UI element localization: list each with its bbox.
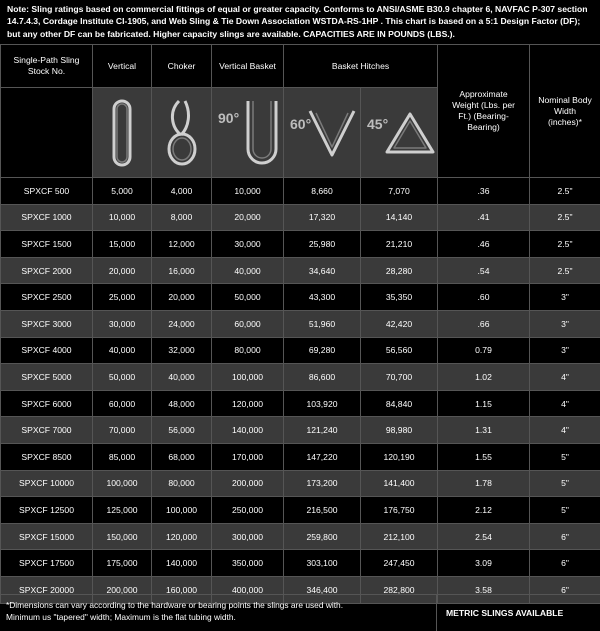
stock-no-cell: SPXCF 8500	[1, 443, 93, 470]
basket-45-cell: 21,210	[361, 231, 438, 258]
triangle-basket-45-icon	[383, 108, 437, 158]
body-width-cell: 3"	[530, 310, 600, 337]
footnote-line-1: *Dimensions can vary according to the hardware or bearing points the slings are used with.	[6, 599, 430, 611]
table-row	[1, 390, 600, 417]
vertical-loop-icon	[102, 97, 142, 169]
choker-hitch-icon	[159, 97, 205, 169]
table-footer	[0, 594, 600, 630]
table-row	[1, 178, 600, 205]
basket-60-cell: 346,400	[284, 576, 361, 603]
basket-60-cell: 25,980	[284, 231, 361, 258]
vertical-basket-cell: 100,000	[212, 364, 284, 391]
basket-60-image-cell	[284, 88, 361, 178]
vertical-cell: 5,000	[93, 178, 152, 205]
vertical-cell: 25,000	[93, 284, 152, 311]
choker-cell: 16,000	[152, 257, 212, 284]
basket-45-cell: 56,560	[361, 337, 438, 364]
stock-no-cell: SPXCF 1000	[1, 204, 93, 231]
basket-45-cell: 7,070	[361, 178, 438, 205]
choker-cell: 40,000	[152, 364, 212, 391]
table-row	[1, 443, 600, 470]
stock-no-cell: SPXCF 5000	[1, 364, 93, 391]
body-width-cell: 6"	[530, 576, 600, 603]
vertical-basket-cell: 60,000	[212, 310, 284, 337]
stock-no-cell: SPXCF 7000	[1, 417, 93, 444]
weight-cell: 1.31	[438, 417, 530, 444]
basket-45-cell: 212,100	[361, 523, 438, 550]
weight-cell: .66	[438, 310, 530, 337]
basket-60-cell: 69,280	[284, 337, 361, 364]
stock-no-cell: SPXCF 3000	[1, 310, 93, 337]
weight-cell: 1.55	[438, 443, 530, 470]
weight-cell: 1.15	[438, 390, 530, 417]
choker-image-cell	[152, 88, 212, 178]
basket-45-image-cell	[361, 88, 438, 178]
basket-45-cell: 84,840	[361, 390, 438, 417]
vertical-basket-cell: 400,000	[212, 576, 284, 603]
vertical-basket-cell: 50,000	[212, 284, 284, 311]
vertical-basket-cell: 30,000	[212, 231, 284, 258]
basket-60-cell: 51,960	[284, 310, 361, 337]
vertical-cell: 125,000	[93, 497, 152, 524]
stock-no-cell: SPXCF 1500	[1, 231, 93, 258]
triangle-basket-60-icon	[306, 103, 358, 163]
basket-45-cell: 28,280	[361, 257, 438, 284]
vertical-cell: 60,000	[93, 390, 152, 417]
vertical-cell: 10,000	[93, 204, 152, 231]
vertical-cell: 200,000	[93, 576, 152, 603]
vertical-image-cell	[93, 88, 152, 178]
table-row	[1, 337, 600, 364]
angle-label-90: 90°	[218, 110, 239, 126]
vertical-cell: 15,000	[93, 231, 152, 258]
table-row	[1, 310, 600, 337]
vertical-cell: 100,000	[93, 470, 152, 497]
u-basket-icon	[242, 97, 282, 169]
stock-no-cell: SPXCF 4000	[1, 337, 93, 364]
vertical-basket-cell: 300,000	[212, 523, 284, 550]
weight-cell: 3.58	[438, 576, 530, 603]
capacity-rows	[1, 178, 600, 604]
vertical-basket-image-cell	[212, 88, 284, 178]
vertical-cell: 50,000	[93, 364, 152, 391]
vertical-basket-cell: 20,000	[212, 204, 284, 231]
vertical-cell: 85,000	[93, 443, 152, 470]
choker-cell: 20,000	[152, 284, 212, 311]
stock-no-cell: SPXCF 15000	[1, 523, 93, 550]
vertical-cell: 150,000	[93, 523, 152, 550]
basket-45-cell: 247,450	[361, 550, 438, 577]
vertical-cell: 30,000	[93, 310, 152, 337]
choker-cell: 4,000	[152, 178, 212, 205]
body-width-cell: 2.5"	[530, 257, 600, 284]
body-width-cell: 4"	[530, 364, 600, 391]
vertical-basket-cell: 200,000	[212, 470, 284, 497]
body-width-cell: 6"	[530, 550, 600, 577]
weight-cell: .46	[438, 231, 530, 258]
basket-45-cell: 70,700	[361, 364, 438, 391]
choker-cell: 120,000	[152, 523, 212, 550]
choker-cell: 32,000	[152, 337, 212, 364]
table-row	[1, 550, 600, 577]
vertical-basket-cell: 140,000	[212, 417, 284, 444]
header-body-width: Nominal Body Width (inches)*	[530, 45, 600, 178]
weight-cell: .54	[438, 257, 530, 284]
weight-cell: 3.09	[438, 550, 530, 577]
table-row	[1, 523, 600, 550]
basket-45-cell: 35,350	[361, 284, 438, 311]
body-width-cell: 2.5"	[530, 204, 600, 231]
choker-cell: 140,000	[152, 550, 212, 577]
body-width-cell: 5"	[530, 443, 600, 470]
table-row	[1, 497, 600, 524]
metric-slings-note: METRIC SLINGS AVAILABLE	[437, 595, 600, 631]
table-row	[1, 204, 600, 231]
basket-60-cell: 43,300	[284, 284, 361, 311]
capacity-note: Note: Sling ratings based on commercial fittings of equal or greater capacity. Conforms to ANSI/ASME B30.9 chapter 6, NAVFAC P-307 section 14.7.4.3, Cordage Institute CI-1905, and Web Sling & Tie Down Association WSTDA-RS-1HP . This chart is based on a 5:1 Design Factor (DF); but any other DF can be fabricated. Higher capacity slings are available. CAPACITIES ARE IN POUNDS (LBS.).	[0, 0, 600, 44]
angle-label-45: 45°	[367, 116, 388, 132]
stock-no-cell: SPXCF 12500	[1, 497, 93, 524]
table-row	[1, 257, 600, 284]
body-width-cell: 6"	[530, 523, 600, 550]
basket-60-cell: 17,320	[284, 204, 361, 231]
body-width-cell: 2.5"	[530, 178, 600, 205]
basket-60-cell: 121,240	[284, 417, 361, 444]
basket-60-cell: 259,800	[284, 523, 361, 550]
basket-45-cell: 282,800	[361, 576, 438, 603]
table-row	[1, 364, 600, 391]
vertical-cell: 70,000	[93, 417, 152, 444]
basket-45-cell: 14,140	[361, 204, 438, 231]
body-width-cell: 3"	[530, 337, 600, 364]
weight-cell: .41	[438, 204, 530, 231]
basket-45-cell: 42,420	[361, 310, 438, 337]
stock-no-cell: SPXCF 500	[1, 178, 93, 205]
weight-cell: 1.02	[438, 364, 530, 391]
table-row	[1, 417, 600, 444]
choker-cell: 68,000	[152, 443, 212, 470]
header-vertical-basket: Vertical Basket	[212, 45, 284, 88]
table-row	[1, 231, 600, 258]
weight-cell: .36	[438, 178, 530, 205]
vertical-basket-cell: 40,000	[212, 257, 284, 284]
vertical-cell: 40,000	[93, 337, 152, 364]
basket-60-cell: 303,100	[284, 550, 361, 577]
footnote-line-2: Minimum us "tapered" width; Maximum is the flat tubing width.	[6, 611, 430, 623]
choker-cell: 8,000	[152, 204, 212, 231]
body-width-cell: 5"	[530, 497, 600, 524]
weight-cell: 0.79	[438, 337, 530, 364]
sling-capacity-table	[0, 44, 600, 604]
angle-label-60: 60°	[290, 116, 311, 132]
choker-cell: 56,000	[152, 417, 212, 444]
stock-no-cell: SPXCF 2000	[1, 257, 93, 284]
weight-cell: .60	[438, 284, 530, 311]
vertical-basket-cell: 250,000	[212, 497, 284, 524]
body-width-cell: 4"	[530, 417, 600, 444]
stock-no-cell: SPXCF 17500	[1, 550, 93, 577]
body-width-cell: 5"	[530, 470, 600, 497]
stock-no-cell: SPXCF 2500	[1, 284, 93, 311]
body-width-cell: 4"	[530, 390, 600, 417]
vertical-basket-cell: 120,000	[212, 390, 284, 417]
vertical-basket-cell: 80,000	[212, 337, 284, 364]
basket-45-cell: 141,400	[361, 470, 438, 497]
basket-45-cell: 120,190	[361, 443, 438, 470]
choker-cell: 80,000	[152, 470, 212, 497]
choker-cell: 160,000	[152, 576, 212, 603]
vertical-basket-cell: 10,000	[212, 178, 284, 205]
header-choker: Choker	[152, 45, 212, 88]
table-row	[1, 470, 600, 497]
basket-60-cell: 173,200	[284, 470, 361, 497]
stock-no-cell: SPXCF 20000	[1, 576, 93, 603]
basket-60-cell: 86,600	[284, 364, 361, 391]
basket-60-cell: 34,640	[284, 257, 361, 284]
basket-60-cell: 103,920	[284, 390, 361, 417]
choker-cell: 24,000	[152, 310, 212, 337]
basket-60-cell: 147,220	[284, 443, 361, 470]
vertical-cell: 175,000	[93, 550, 152, 577]
body-width-cell: 2.5"	[530, 231, 600, 258]
table-row	[1, 284, 600, 311]
header-approx-weight: Approximate Weight (Lbs. per Ft.) (Bearing-Bearing)	[438, 45, 530, 178]
weight-cell: 1.78	[438, 470, 530, 497]
basket-45-cell: 176,750	[361, 497, 438, 524]
stock-image-cell	[1, 88, 93, 178]
header-basket-hitches: Basket Hitches	[284, 45, 438, 88]
stock-no-cell: SPXCF 10000	[1, 470, 93, 497]
choker-cell: 12,000	[152, 231, 212, 258]
basket-60-cell: 216,500	[284, 497, 361, 524]
basket-60-cell: 8,660	[284, 178, 361, 205]
weight-cell: 2.54	[438, 523, 530, 550]
vertical-basket-cell: 350,000	[212, 550, 284, 577]
body-width-cell: 3"	[530, 284, 600, 311]
vertical-basket-cell: 170,000	[212, 443, 284, 470]
header-vertical: Vertical	[93, 45, 152, 88]
vertical-cell: 20,000	[93, 257, 152, 284]
choker-cell: 100,000	[152, 497, 212, 524]
basket-45-cell: 98,980	[361, 417, 438, 444]
weight-cell: 2.12	[438, 497, 530, 524]
choker-cell: 48,000	[152, 390, 212, 417]
footnote	[0, 595, 437, 631]
header-stock-no: Single-Path Sling Stock No.	[1, 45, 93, 88]
stock-no-cell: SPXCF 6000	[1, 390, 93, 417]
